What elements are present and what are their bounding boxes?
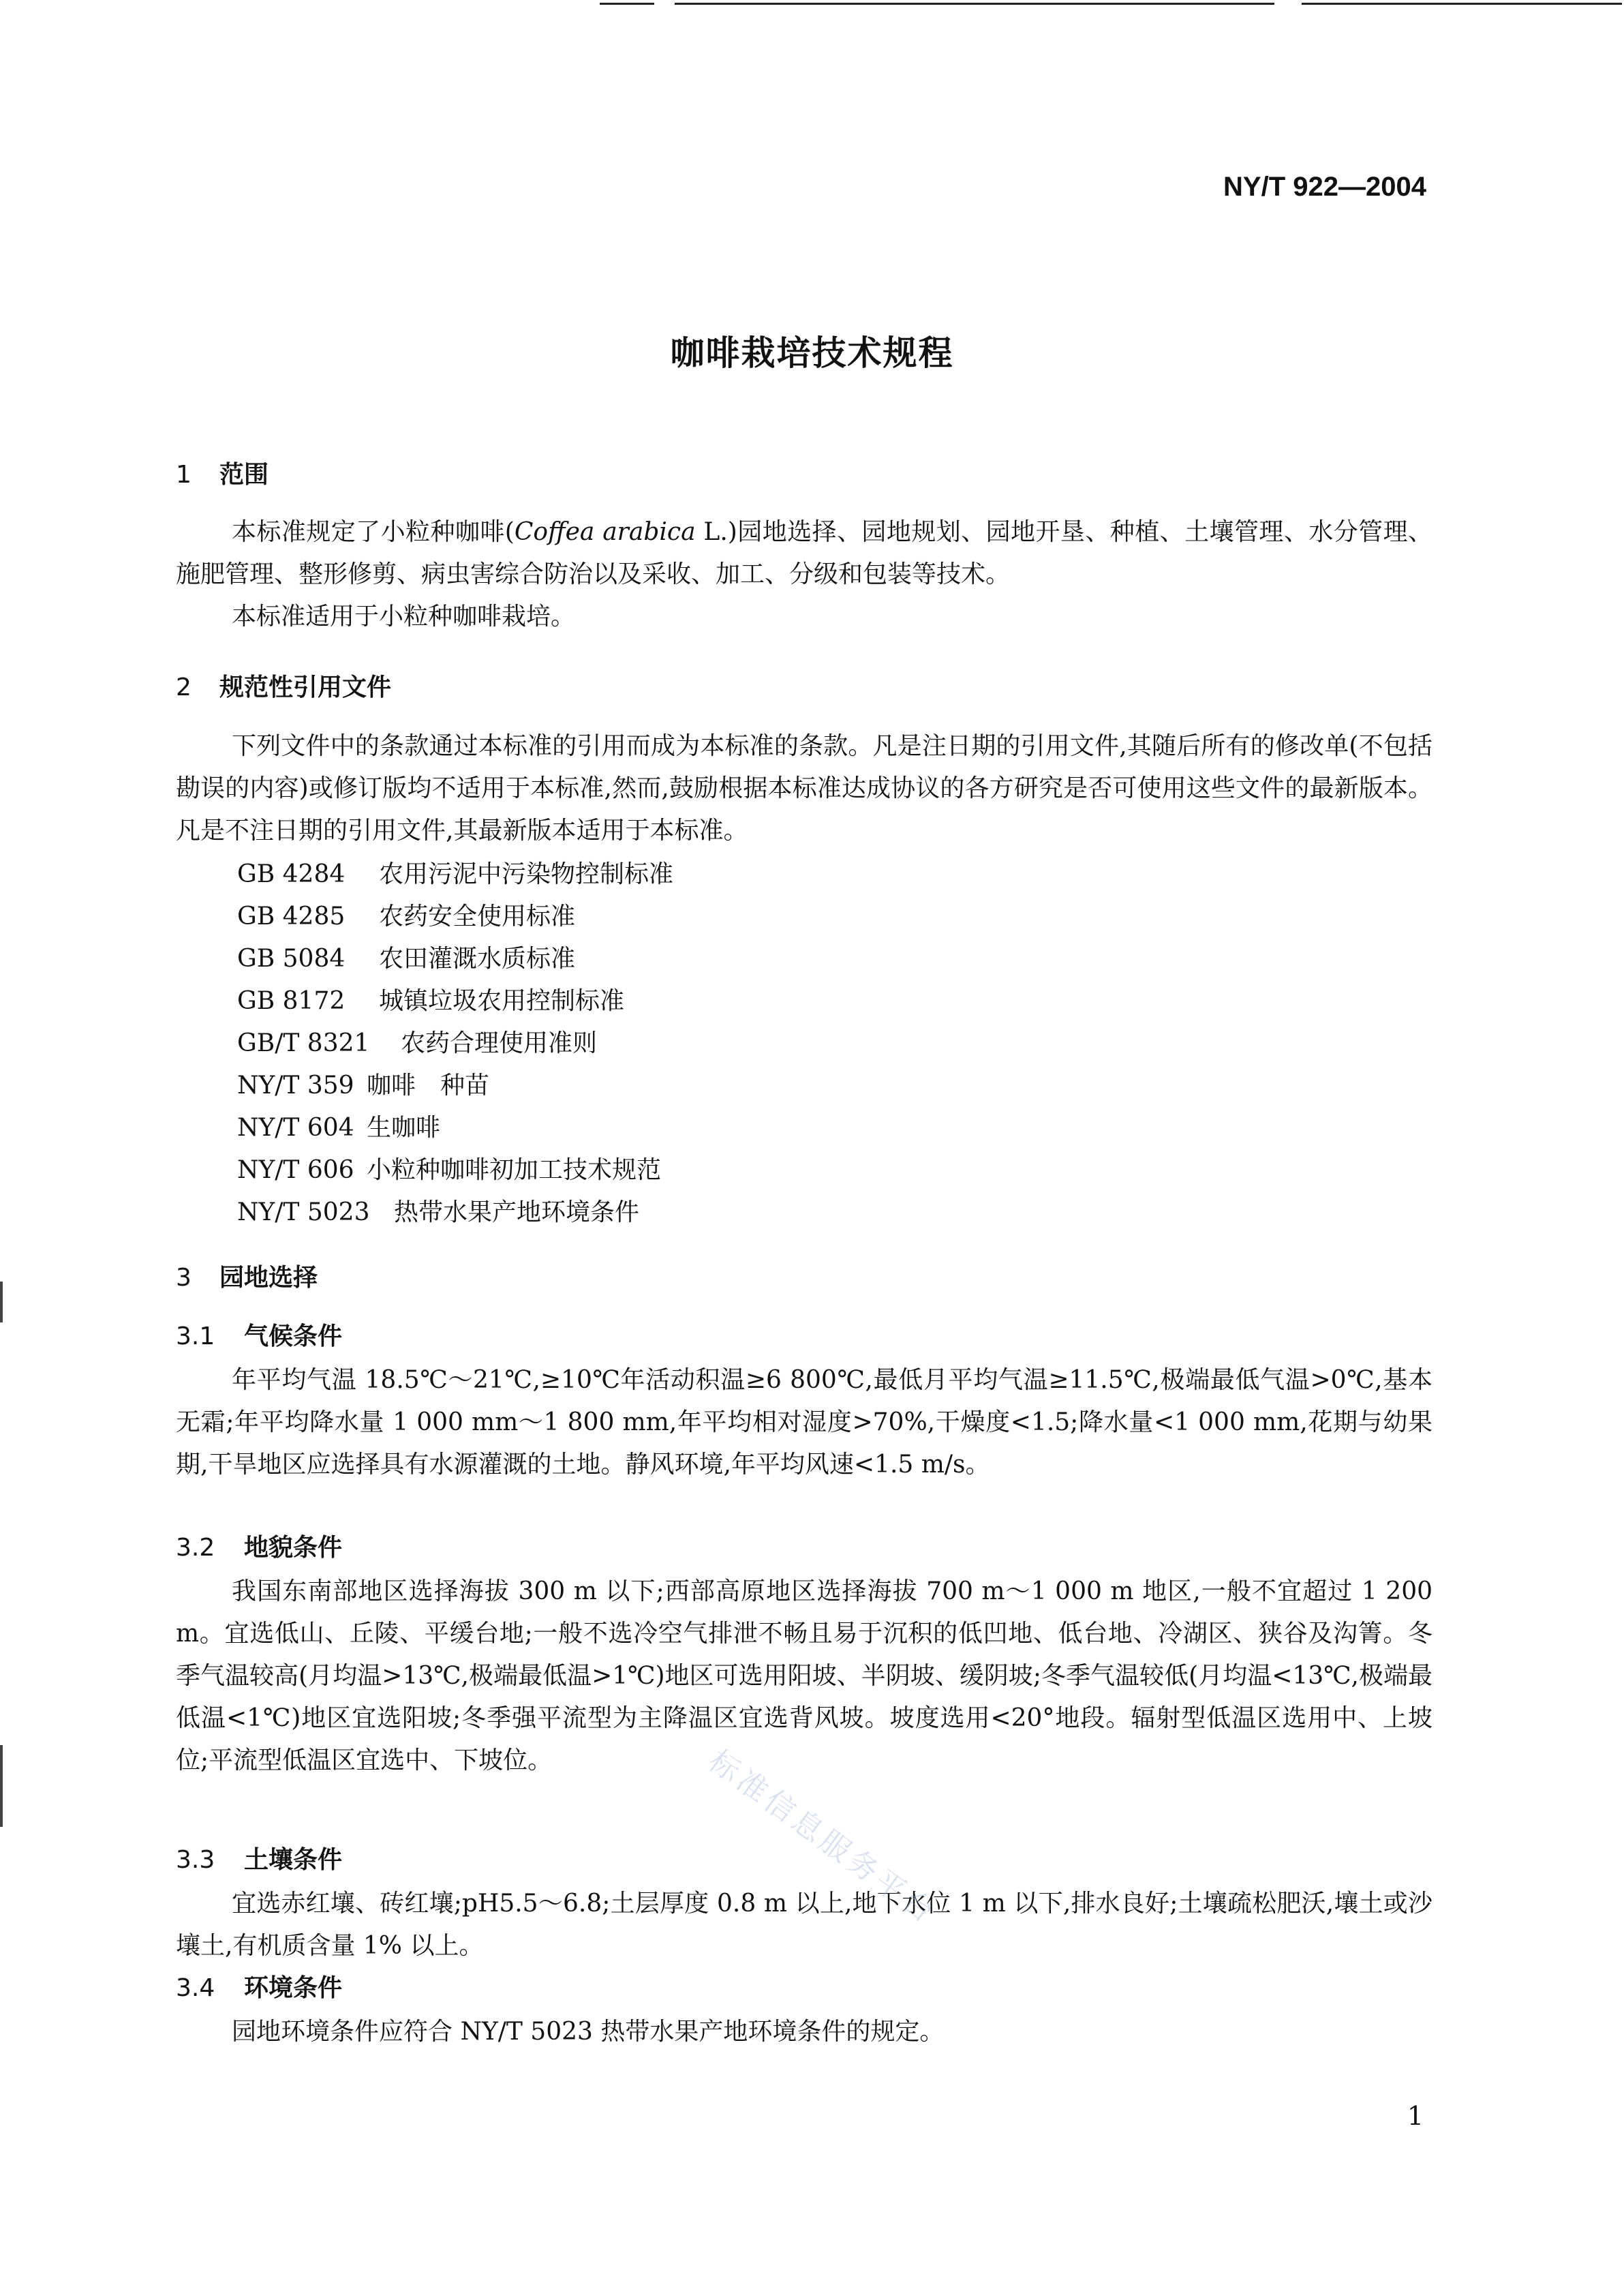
section-number: 3.1 [176, 1322, 215, 1350]
subsection-heading-landform [176, 1528, 342, 1563]
section-heading-normative-references [176, 668, 391, 703]
section-heading-scope [176, 455, 269, 490]
section-title: 地貌条件 [244, 1534, 343, 1562]
text-run: 本标准规定了小粒种咖啡( [232, 518, 515, 546]
latin-name: Coffea arabica [514, 518, 696, 546]
reference-code: NY/T 5023 [237, 1198, 370, 1226]
soil-paragraph: 宜选赤红壤、砖红壤;pH5.5～6.8;土层厚度 0.8 m 以上,地下水位 1 m 以下,排水良好;土壤疏松肥沃,壤土或沙壤土,有机质含量 1% 以上。 [176, 1890, 1433, 1960]
section-heading-site-selection [176, 1258, 318, 1293]
reference-name: 农用污泥中污染物控制标准 [379, 860, 674, 888]
reference-name: 农田灌溉水质标准 [379, 945, 576, 973]
section-title: 环境条件 [244, 1974, 343, 2002]
section-title: 范围 [219, 461, 269, 489]
references-intro-paragraph: 下列文件中的条款通过本标准的引用而成为本标准的条款。凡是注日期的引用文件,其随后所有的修改单(不包括勘误的内容)或修订版均不适用于本标准,然而,鼓励根据本标准达成协议的各方研究是否可使用这些文件的最新版本。凡是不注日期的引用文件,其最新版本适用于本标准。 [176, 732, 1433, 845]
section-number: 3.2 [176, 1534, 215, 1562]
reference-code: GB 8172 [237, 987, 346, 1015]
watermark: 标准信息服务平台 [702, 1743, 944, 1932]
reference-name: 农药合理使用准则 [401, 1029, 598, 1057]
section-number: 1 [176, 461, 191, 489]
section-title: 土壤条件 [244, 1846, 343, 1874]
document-title: 咖啡栽培技术规程 [670, 333, 954, 373]
subsection-heading-environment [176, 1969, 342, 2003]
subsection-heading-climate [176, 1317, 342, 1352]
reference-name: 热带水果产地环境条件 [394, 1198, 640, 1226]
reference-item [237, 896, 673, 938]
reference-name: 生咖啡 [367, 1114, 441, 1142]
scan-top-rule [1302, 3, 1622, 5]
section-number: 3 [176, 1264, 191, 1292]
reference-name: 农药安全使用标准 [379, 903, 576, 930]
standard-code: NY/T 922—2004 [1223, 172, 1426, 202]
reference-code: NY/T 604 [237, 1114, 354, 1142]
scan-edge-mark [0, 1282, 3, 1322]
reference-code: GB/T 8321 [237, 1029, 370, 1057]
reference-item [237, 1107, 673, 1149]
section-number: 3.4 [176, 1974, 215, 2002]
page-number: 1 [1407, 2101, 1424, 2131]
reference-name: 小粒种咖啡初加工技术规范 [367, 1156, 662, 1184]
climate-paragraph: 年平均气温 18.5℃～21℃,≥10℃年活动积温≥6 800℃,最低月平均气温≥11.5℃,极端最低气温>0℃,基本无霜;年平均降水量 1 000 mm～1 800 mm,年平均相对湿度>70%,干燥度<1.5;降水量<1 000 mm,花期与幼果期,干旱地区应选择具有水源灌溉的土地。静风环境,年平均风速<1.5 m/s。 [176, 1366, 1433, 1479]
reference-list [237, 853, 673, 1234]
environment-paragraph: 园地环境条件应符合 NY/T 5023 热带水果产地环境条件的规定。 [232, 2018, 945, 2046]
section-title: 规范性引用文件 [219, 673, 392, 701]
scan-top-rule [600, 3, 654, 5]
text-run: L.)园地选择、园地规划、园地开垦、种植、土壤管理、水分管理、施肥管理、整形修剪、病虫害综合防治以及采收、加工、分级和包装等技术。 [176, 518, 1433, 588]
scope-applicability-paragraph: 本标准适用于小粒种咖啡栽培。 [232, 603, 576, 631]
reference-name: 城镇垃圾农用控制标准 [379, 987, 625, 1015]
scope-paragraph [176, 511, 1433, 596]
section-number: 3.3 [176, 1846, 215, 1874]
section-title: 气候条件 [244, 1322, 343, 1350]
reference-item [237, 1192, 673, 1234]
reference-item [237, 1149, 673, 1192]
scan-top-rule [675, 3, 1274, 5]
reference-code: GB 4285 [237, 903, 346, 930]
section-title: 园地选择 [219, 1264, 318, 1292]
reference-code: NY/T 359 [237, 1072, 354, 1100]
reference-item [237, 1065, 673, 1107]
reference-code: GB 5084 [237, 945, 346, 973]
reference-item [237, 980, 673, 1023]
scan-edge-mark [0, 1745, 3, 1827]
reference-name: 咖啡 种苗 [367, 1072, 490, 1100]
reference-item [237, 938, 673, 980]
reference-code: GB 4284 [237, 860, 346, 888]
reference-item [237, 1023, 673, 1065]
landform-paragraph: 我国东南部地区选择海拔 300 m 以下;西部高原地区选择海拔 700 m～1 000 m 地区,一般不宜超过 1 200 m。宜选低山、丘陵、平缓台地;一般不选冷空气排泄不畅且易于沉积的低凹地、低台地、冷湖区、狭谷及沟箐。冬季气温较高(月均温>13℃,极端最低温>1℃)地区可选用阳坡、半阴坡、缓阴坡;冬季气温较低(月均温<13℃,极端最低温<1℃)地区宜选阳坡;冬季强平流型为主降温区宜选背风坡。坡度选用<20°地段。辐射型低温区选用中、上坡位;平流型低温区宜选中、下坡位。 [176, 1577, 1433, 1774]
reference-item [237, 853, 673, 896]
subsection-heading-soil [176, 1841, 342, 1875]
section-number: 2 [176, 673, 191, 701]
reference-code: NY/T 606 [237, 1156, 354, 1184]
